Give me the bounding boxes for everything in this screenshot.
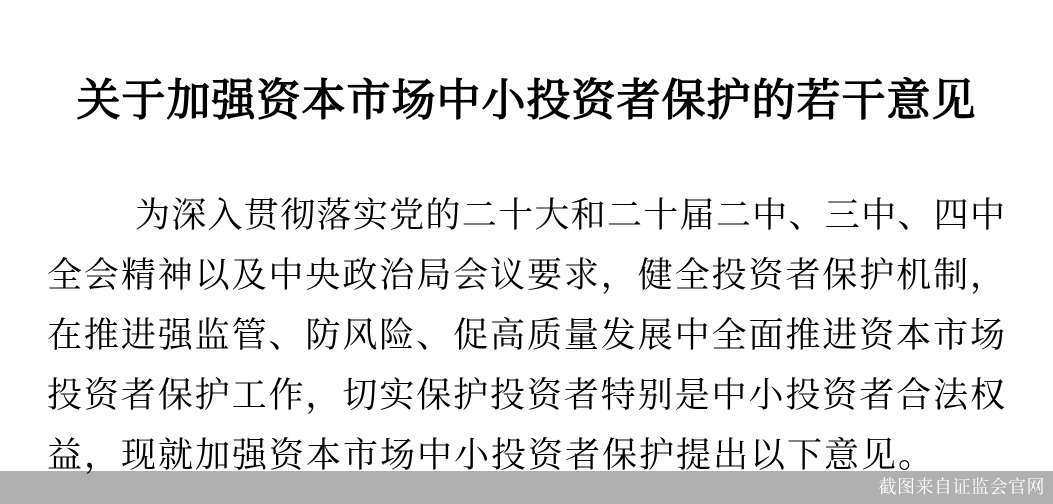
body-line-3: 在推进强监管、防风险、促高质量发展中全面推进资本市场	[47, 316, 1005, 355]
body-line-5: 益，现就加强资本市场中小投资者保护提出以下意见。	[47, 436, 936, 475]
body-line-1: 为深入贯彻落实党的二十大和二十届二中、三中、四中	[135, 196, 1005, 235]
document-body	[47, 186, 1005, 486]
watermark-label: 截图来自证监会官网	[878, 477, 1045, 497]
body-line-4: 投资者保护工作，切实保护投资者特别是中小投资者合法权	[47, 376, 1005, 415]
document-title: 关于加强资本市场中小投资者保护的若干意见	[76, 76, 977, 125]
watermark-band	[0, 471, 1053, 504]
body-line-2: 全会精神以及中央政治局会议要求，健全投资者保护机制，	[47, 256, 1005, 295]
